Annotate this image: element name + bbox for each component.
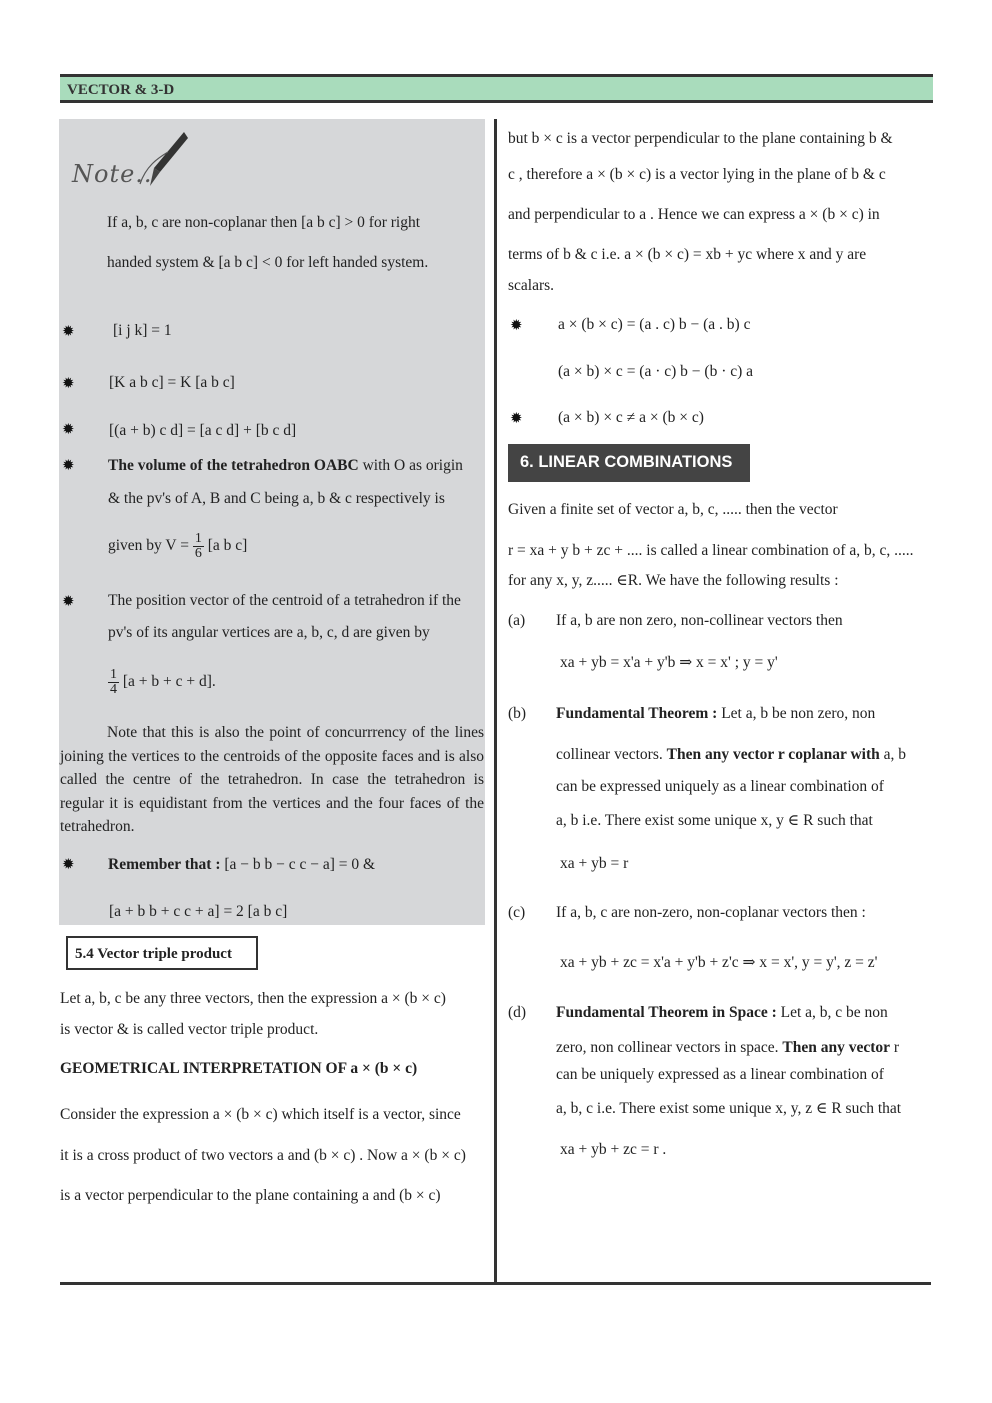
bullet-icon: ✹ <box>510 318 523 334</box>
column-divider <box>494 119 497 1284</box>
fraction-numerator: 1 <box>194 531 202 546</box>
page-header <box>60 74 933 103</box>
item-d-line2 <box>556 1039 899 1056</box>
section-5-4-title: 5.4 Vector triple product <box>75 946 232 962</box>
item-a-label: (a) <box>508 612 526 629</box>
fundamental-theorem-space-label: Fundamental Theorem in Space : <box>556 1004 777 1021</box>
fraction-denominator: 4 <box>110 682 117 697</box>
sec54-p2-line2: it is a cross product of two vectors a and (b × c) . Now a × (b × c) <box>60 1147 466 1164</box>
note-bullet-4-line2: & the pv's of A, B and C being a, b & c respectively is <box>108 490 445 507</box>
item-d-line1 <box>556 1004 888 1021</box>
item-c-line1: If a, b, c are non-zero, non-coplanar vectors then : <box>556 904 866 921</box>
item-d-equation: xa + yb + zc = r . <box>560 1141 667 1158</box>
item-d-line3: can be uniquely expressed as a linear combination of <box>556 1066 884 1083</box>
sec54-p2-line1: Consider the expression a × (b × c) which itself is a vector, since <box>60 1106 461 1123</box>
item-d-line2-bold: Then any vector <box>782 1039 891 1056</box>
item-c-equation: xa + yb + zc = x'a + y'b + z'c ⇒ x = x', y = y', z = z' <box>560 954 878 971</box>
note-bullet-4 <box>108 457 463 474</box>
sec54-p1-line1: Let a, b, c be any three vectors, then the expression a × (b × c) <box>60 990 446 1007</box>
bullet-icon: ✹ <box>62 594 75 610</box>
note-bullet-4-line3 <box>108 532 247 561</box>
remember-eq2: [a + b b + c c + a] = 2 [a b c] <box>109 903 288 920</box>
bullet-icon: ✹ <box>62 324 75 340</box>
item-b-line2-a: collinear vectors. <box>556 746 663 763</box>
item-c-label: (c) <box>508 904 526 921</box>
note-bullet-6 <box>108 856 375 873</box>
remember-eq1: [a − b b − c c − a] = 0 & <box>224 856 376 873</box>
note-bullet-5: The position vector of the centroid of a tetrahedron if the <box>108 592 461 609</box>
sec6-p3: for any x, y, z..... ∈R. We have the following results : <box>508 572 839 589</box>
triple-product-identity-1: a × (b × c) = (a . c) b − (a . b) c <box>558 316 751 333</box>
item-a-line1: If a, b are non zero, non-collinear vectors then <box>556 612 843 629</box>
item-a-equation: xa + yb = x'a + y'b ⇒ x = x' ; y = y' <box>560 654 778 671</box>
sec54-p2-line3: is a vector perpendicular to the plane containing a and (b × c) <box>60 1187 441 1204</box>
sec54-p1-line2: is vector & is called vector triple product. <box>60 1021 319 1038</box>
bullet-icon: ✹ <box>510 411 523 427</box>
fraction-numerator: 1 <box>110 667 117 682</box>
fraction-one-fourth <box>108 668 119 697</box>
right-line4: terms of b & c i.e. a × (b × c) = xb + yc where x and y are <box>508 246 867 263</box>
right-line3: and perpendicular to a . Hence we can express a × (b × c) in <box>508 206 880 223</box>
section-5-4-box <box>66 936 258 970</box>
triple-product-inequality: (a × b) × c ≠ a × (b × c) <box>558 409 704 426</box>
item-b-label: (b) <box>508 705 527 722</box>
centroid-expression: [a + b + c + d]. <box>122 673 216 691</box>
note-paragraph: Note that this is also the point of concurrrency of the lines joining the vertices to the centroids of the opposite faces and is also called the centre of the tetrahedron. In case the tetrahedron is regular it is equidistant from the vertices and the four faces of the tetrahedron. <box>60 724 484 835</box>
note-bullet-1: [i j k] = 1 <box>113 322 172 339</box>
fraction-denominator: 6 <box>194 546 202 561</box>
item-d-line1-text: Let a, b, c be non <box>780 1004 888 1021</box>
volume-label: given by V = <box>108 537 189 555</box>
triple-product-identity-2: (a × b) × c = (a · c) b − (b · c) a <box>558 363 754 380</box>
bullet-icon: ✹ <box>62 458 75 474</box>
item-b-line2-c: a, b <box>883 746 907 763</box>
bullet-icon: ✹ <box>62 422 75 438</box>
item-b-line3: can be expressed uniquely as a linear combination of <box>556 778 884 795</box>
sec6-p2: r = xa + y b + zc + .... is called a linear combination of a, b, c, ..... <box>508 542 914 559</box>
note-bullet-5-line3 <box>108 668 216 697</box>
item-b-line2 <box>556 746 906 763</box>
sec6-p1: Given a finite set of vector a, b, c, ..... then the vector <box>508 501 838 518</box>
right-line2: c , therefore a × (b × c) is a vector lying in the plane of b & c <box>508 166 886 183</box>
item-b-line4: a, b i.e. There exist some unique x, y ∈ R such that <box>556 812 873 829</box>
item-b-line1-text: Let a, b be non zero, non <box>721 705 876 722</box>
item-b-line1 <box>556 705 875 722</box>
note-bullet-2: [K a b c] = K [a b c] <box>109 374 235 391</box>
note-line1: If a, b, c are non-coplanar then [a b c] > 0 for right <box>107 214 421 231</box>
item-d-line2-c: r <box>893 1039 900 1056</box>
header-title: VECTOR & 3-D <box>67 82 175 98</box>
item-d-line4: a, b, c i.e. There exist some unique x, y, z ∈ R such that <box>556 1100 902 1117</box>
bullet-icon: ✹ <box>62 376 75 392</box>
footer-rule <box>60 1282 931 1285</box>
note-line2: handed system & [a b c] < 0 for left handed system. <box>107 254 429 271</box>
section-6-title: 6. LINEAR COMBINATIONS <box>520 453 733 471</box>
section-6-heading <box>508 444 750 482</box>
fundamental-theorem-label: Fundamental Theorem : <box>556 705 718 722</box>
item-d-line2-a: zero, non collinear vectors in space. <box>556 1039 779 1056</box>
right-line5: scalars. <box>508 277 555 294</box>
geometrical-interpretation-heading: GEOMETRICAL INTERPRETATION OF a × (b × c) <box>60 1060 418 1077</box>
note-label: Note.. <box>72 160 153 188</box>
remember-label: Remember that : <box>108 856 221 873</box>
tetra-volume-rest: with O as origin <box>362 457 463 474</box>
note-bullet-3: [(a + b) c d] = [a c d] + [b c d] <box>109 422 297 439</box>
note-bullet-5-line2: pv's of its angular vertices are a, b, c, d are given by <box>108 624 430 641</box>
item-d-label: (d) <box>508 1004 527 1021</box>
item-b-equation: xa + yb = r <box>560 855 629 872</box>
volume-box-product: [a b c] <box>207 537 248 555</box>
right-line1: but b × c is a vector perpendicular to the plane containing b & <box>508 130 893 147</box>
bullet-icon: ✹ <box>62 857 75 873</box>
item-b-line2-bold: Then any vector r coplanar with <box>666 746 880 763</box>
tetra-volume-bold: The volume of the tetrahedron OABC <box>108 457 359 474</box>
pen-icon <box>138 128 190 188</box>
fraction-one-sixth <box>193 532 204 561</box>
